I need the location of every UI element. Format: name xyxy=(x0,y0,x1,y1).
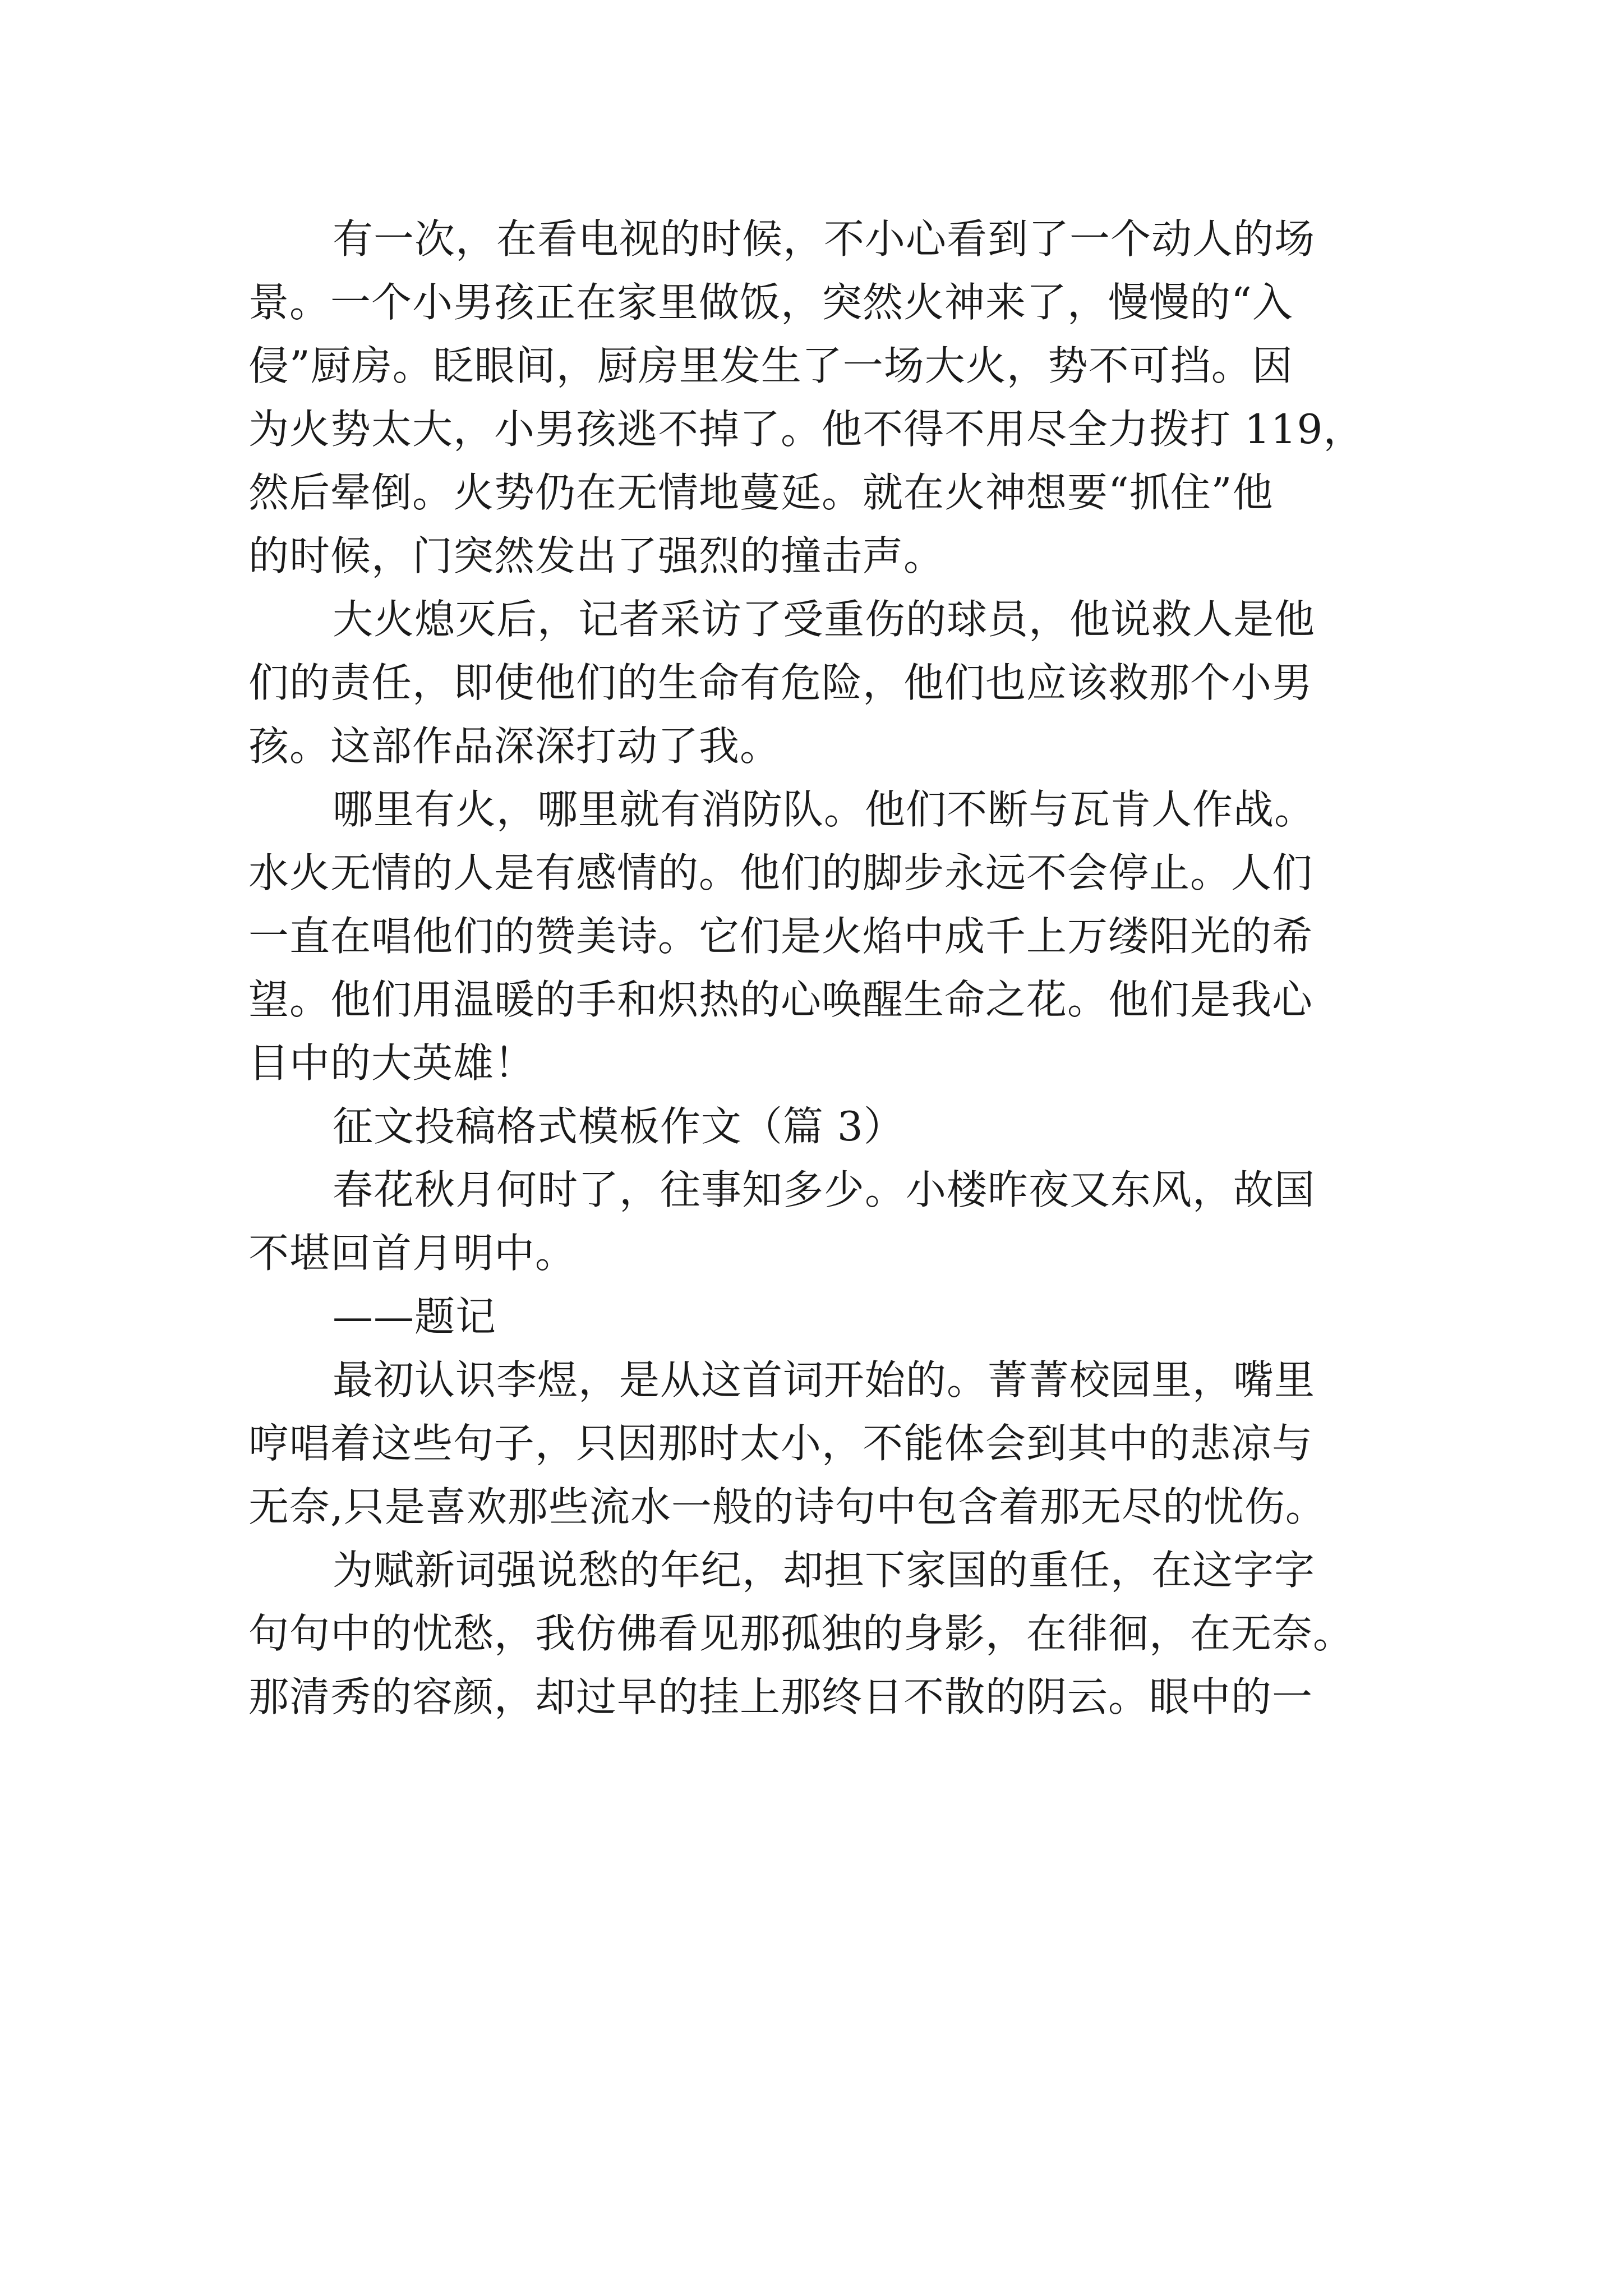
text-line: 不堪回首月明中。 xyxy=(248,1230,577,1277)
text-line: 目中的大英雄！ xyxy=(248,1039,536,1087)
text-line: 大火熄灭后，记者采访了受重伤的球员，他说救人是他 xyxy=(333,596,1316,643)
text-line: 一直在唱他们的赞美诗。它们是火焰中成千上万缕阳光的希 xyxy=(248,913,1313,960)
text-line: 为赋新词强说愁的年纪，却担下家国的重任，在这字字 xyxy=(333,1547,1316,1594)
text-line: 哪里有火，哪里就有消防队。他们不断与瓦肯人作战。 xyxy=(333,786,1316,833)
document-body xyxy=(248,208,1393,1729)
section-title: 征文投稿格式模板作文（篇 3） xyxy=(333,1103,905,1150)
text-line: 水火无情的人是有感情的。他们的脚步永远不会停止。人们 xyxy=(248,849,1313,896)
text-line: 景。一个小男孩正在家里做饭，突然火神来了，慢慢的“入 xyxy=(248,279,1293,326)
text-line: 最初认识李煜，是从这首词开始的。菁菁校园里，嘴里 xyxy=(333,1356,1316,1404)
text-line: 侵”厨房。眨眼间，厨房里发生了一场大火，势不可挡。因 xyxy=(248,342,1293,389)
text-line: 们的责任，即使他们的生命有危险，他们也应该救那个小男 xyxy=(248,659,1313,706)
text-line: 句句中的忧愁，我仿佛看见那孤独的身影，在徘徊，在无奈。 xyxy=(248,1610,1354,1657)
text-line: 春花秋月何时了，往事知多少。小楼昨夜又东风，故国 xyxy=(333,1166,1316,1213)
text-line: 的时候，门突然发出了强烈的撞击声。 xyxy=(248,532,945,579)
epigraph-attribution: ——题记 xyxy=(333,1293,497,1340)
text-line: 为火势太大，小男孩逃不掉了。他不得不用尽全力拨打 119， xyxy=(248,406,1364,453)
text-line: 望。他们用温暖的手和炽热的心唤醒生命之花。他们是我心 xyxy=(248,976,1313,1023)
text-line: 有一次，在看电视的时候，不小心看到了一个动人的场 xyxy=(333,215,1316,263)
text-line: 然后晕倒。火势仍在无情地蔓延。就在火神想要“抓住”他 xyxy=(248,469,1274,516)
text-line: 无奈,只是喜欢那些流水一般的诗句中包含着那无尽的忧伤。 xyxy=(248,1483,1326,1530)
text-line: 哼唱着这些句子，只因那时太小，不能体会到其中的悲凉与 xyxy=(248,1420,1313,1467)
text-line: 孩。这部作品深深打动了我。 xyxy=(248,723,781,770)
text-line: 那清秀的容颜，却过早的挂上那终日不散的阴云。眼中的一 xyxy=(248,1673,1313,1720)
